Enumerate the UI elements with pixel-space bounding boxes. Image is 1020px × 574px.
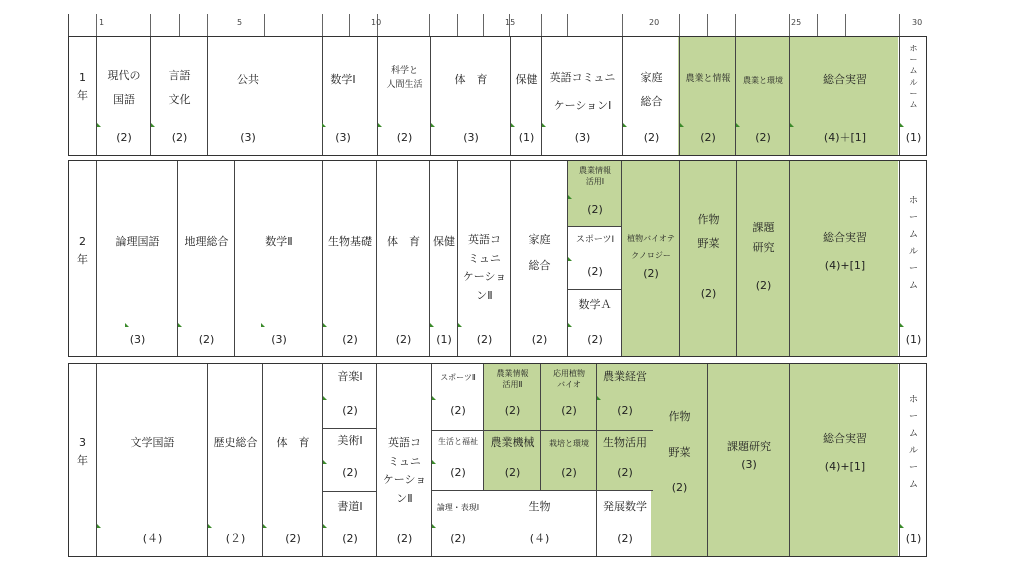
credit: (3) bbox=[335, 131, 351, 144]
subject-cell: 体 育 (3) bbox=[430, 37, 510, 155]
subject-cell: 保健 (1) bbox=[429, 161, 457, 356]
homeroom-cell: ホ ー ム ル ー ム (1) bbox=[899, 37, 926, 155]
credit: (2) bbox=[450, 532, 466, 545]
subject-cell: 総合実習 (4)+[1] bbox=[789, 364, 899, 556]
credit: (2) bbox=[342, 404, 358, 417]
grade-number: 2 bbox=[79, 235, 86, 248]
subject-cell: 農業情報 活用Ⅱ (2) 農業機械 (2) bbox=[483, 364, 540, 490]
credit: (４) bbox=[142, 532, 163, 545]
credit: (2) bbox=[342, 333, 358, 346]
credit: (2) bbox=[755, 131, 771, 144]
credit: (2) bbox=[617, 404, 633, 417]
grade-year: 年 bbox=[77, 88, 88, 102]
ruler-tick-20: 20 bbox=[649, 18, 660, 27]
credit: (3) bbox=[129, 333, 146, 346]
credit: (1) bbox=[905, 333, 922, 346]
ruler-tick-10: 10 bbox=[371, 18, 382, 27]
subject-cell: 文学国語 (４) bbox=[96, 364, 207, 556]
credit: (1) bbox=[905, 131, 922, 144]
subject-cell: 植物バイオテ クノロジー (2) bbox=[621, 161, 679, 356]
grade1-row bbox=[68, 36, 927, 156]
credit: (1) bbox=[436, 333, 452, 346]
subject-cell: 農業と環境 (2) bbox=[735, 37, 789, 155]
credit: (2) bbox=[755, 279, 772, 292]
credit: (2) bbox=[476, 333, 493, 346]
credit: (3) bbox=[463, 131, 479, 144]
credit: (1) bbox=[518, 131, 535, 144]
credit: (2) bbox=[450, 404, 466, 417]
credit: (2) bbox=[643, 267, 659, 280]
credit: (2) bbox=[587, 333, 603, 346]
grade3-row bbox=[68, 363, 927, 557]
ruler-tick-25: 25 bbox=[791, 18, 802, 27]
elective-group: 音楽Ⅰ (2) 美術Ⅰ (2) 書道Ⅰ (2) bbox=[322, 364, 376, 556]
subject-cell: 地理総合 (2) bbox=[177, 161, 234, 356]
elective-group: スポーツⅡ (2) 生活と福祉 (2) 論理・表現Ⅰ (2) bbox=[431, 364, 483, 556]
credit: (2) bbox=[643, 131, 660, 144]
credit: (2) bbox=[450, 466, 466, 479]
ruler-tick-15: 15 bbox=[505, 18, 516, 27]
credit: (2) bbox=[587, 203, 603, 216]
credit: (2) bbox=[617, 532, 633, 545]
grade-number: 1 bbox=[79, 71, 86, 84]
grade-number: 3 bbox=[79, 436, 86, 449]
credit: (3) bbox=[574, 131, 591, 144]
credit: (2) bbox=[342, 532, 358, 545]
credit: (2) bbox=[561, 466, 577, 479]
subject-cell: 英語コ ミュニ ケーショ ンⅡ (2) bbox=[457, 161, 510, 356]
subject-cell: 課題 研究 (2) bbox=[736, 161, 789, 356]
subject-cell: 科学と 人間生活 (2) bbox=[377, 37, 430, 155]
subject-cell: 現代の 国語 (2) bbox=[96, 37, 150, 155]
homeroom-cell: ホ ー ム ル ー ム (1) bbox=[899, 364, 926, 556]
credit: (3) bbox=[240, 131, 256, 144]
subject-cell: 体 育 (2) bbox=[262, 364, 322, 556]
subject-cell: 公共 (3) bbox=[207, 37, 322, 155]
ruler-tick-5: 5 bbox=[237, 18, 243, 27]
credit: (2) bbox=[700, 287, 717, 300]
credit: (2) bbox=[504, 466, 521, 479]
subject-cell: 体 育 (2) bbox=[376, 161, 429, 356]
subject-cell: 生物 (４) bbox=[483, 490, 596, 556]
elective-group: 農業情報 活用Ⅰ (2) スポーツⅠ (2) 数学Ａ (2) bbox=[567, 161, 621, 356]
subject-cell: 応用植物 バイオ (2) 栽培と環境 (2) bbox=[540, 364, 596, 490]
credit: (2) bbox=[171, 131, 188, 144]
subject-cell: 作物 野菜 (2) bbox=[668, 410, 691, 495]
credit: (2) bbox=[285, 532, 301, 545]
credit: (2) bbox=[116, 131, 132, 144]
credit: (2) bbox=[531, 333, 548, 346]
credit: (４) bbox=[529, 532, 550, 545]
subject-cell: 課題研究 (3) bbox=[707, 364, 789, 556]
subject-cell: 英語コ ミュニ ケーショ ンⅡ (2) bbox=[376, 364, 431, 556]
subject-cell: 総合実習 (4)+[1] bbox=[789, 161, 899, 356]
subject-cell: 保健 (1) bbox=[510, 37, 541, 155]
subject-cell: 歴史総合 (２) bbox=[207, 364, 262, 556]
credit: (2) bbox=[617, 466, 633, 479]
subject-cell: 論理国語 (3) bbox=[96, 161, 177, 356]
subject-cell: 言語 文化 (2) bbox=[150, 37, 207, 155]
ruler-tick-1: 1 bbox=[99, 18, 105, 27]
credit: (2) bbox=[396, 532, 413, 545]
subject-cell: 家庭 総合 (2) bbox=[622, 37, 679, 155]
credit: (2) bbox=[395, 333, 412, 346]
subject-cell: 農業経営 (2) 生物活用 (2) 発展数学 (2) bbox=[596, 364, 652, 556]
subject-cell: 総合実習 (4)＋[1] bbox=[789, 37, 899, 155]
homeroom-cell: ホ ー ム ル ー ム (1) bbox=[899, 161, 926, 356]
subject-cell: 数学Ⅱ (3) bbox=[234, 161, 322, 356]
subject-cell: 英語コミュニ ケーションⅠ (3) bbox=[541, 37, 622, 155]
credit: (2) bbox=[504, 404, 521, 417]
ruler-tick-30: 30 bbox=[912, 18, 923, 27]
grade2-row bbox=[68, 160, 927, 357]
subject-cell: 作物 野菜 (2) bbox=[679, 161, 736, 356]
credit: (2) bbox=[396, 131, 413, 144]
grade-year: 年 bbox=[77, 453, 88, 467]
credit: (２) bbox=[225, 532, 246, 545]
credit: (1) bbox=[905, 532, 922, 545]
subject-cell: 数学Ⅰ (3) bbox=[322, 37, 377, 155]
subject-cell: 農業と情報 (2) bbox=[679, 37, 735, 155]
credit: (2) bbox=[342, 466, 358, 479]
subject-cell: 生物基礎 (2) bbox=[322, 161, 376, 356]
credit: (2) bbox=[700, 131, 716, 144]
subject-cell: 家庭 総合 (2) bbox=[510, 161, 567, 356]
credit: (3) bbox=[271, 333, 287, 346]
credit: (2) bbox=[198, 333, 215, 346]
credit: (2) bbox=[587, 265, 603, 278]
grade-year: 年 bbox=[77, 252, 88, 266]
credit: (4)＋[1] bbox=[823, 131, 867, 144]
credit: (2) bbox=[561, 404, 577, 417]
column-ruler bbox=[68, 14, 926, 36]
